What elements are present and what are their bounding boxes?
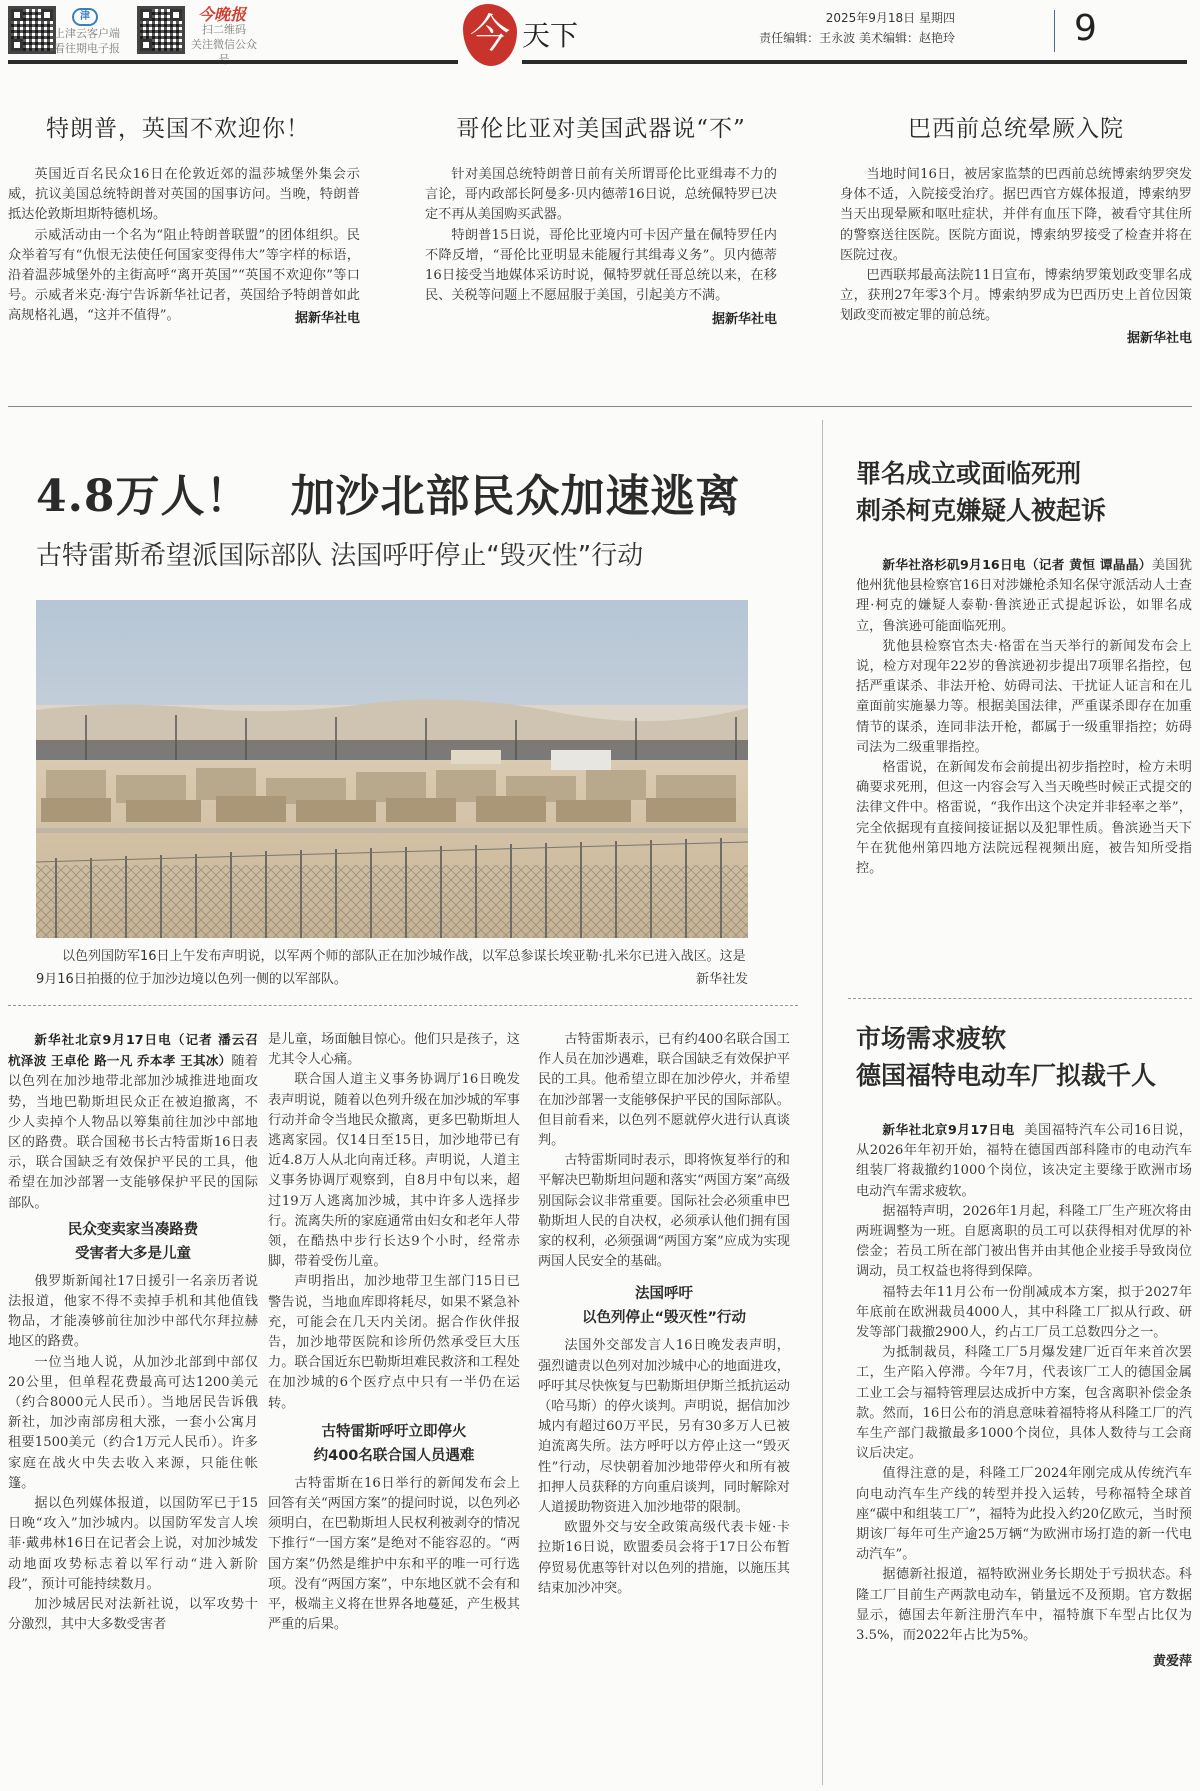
- paragraph: 加沙城居民对法新社说，以军攻势十分激烈，其中大多数受害者: [8, 1597, 258, 1633]
- paragraph: 为抵制裁员，科隆工厂5月爆发建厂近百年来首次罢工，生产陷入停滞。今年7月，代表该厂工人的德国金属工业工会与福特管理层达成折中方案，包含离职补偿金条款。然而，16日公布的消息意味着福特将从科隆工厂的汽车生产部门裁撤最多1000个岗位，具体人数待与工会商议后决定。: [856, 1345, 1192, 1462]
- caption-divider: [8, 1005, 798, 1006]
- paragraph: 一位当地人说，从加沙北部到中部仅20公里，但单程花费最高可达1200美元（约合8000元人民币）。当地居民告诉俄新社，加沙南部房租大涨，一套小公寓月租要1500美元（约合1万元人民币）。许多家庭在战火中失去收入来源，只能住帐篷。: [8, 1354, 258, 1491]
- header-meta: [635, 8, 955, 48]
- paragraph: 当地时间16日，被居家监禁的巴西前总统博索纳罗突发身体不适，入院接受治疗。据巴西官方媒体报道，博索纳罗当天出现晕厥和呕吐症状，并伴有血压下降，被看守其住所的警察送往医院。医院方面说，博索纳罗接受了检查并将在医院过夜。: [840, 167, 1192, 263]
- story-title: [856, 1020, 1192, 1094]
- dateline: 新华社北京9月17日电（记者 潘云召 杭泽波 王卓伦 路一凡 乔本孝 王其冰）: [8, 1032, 258, 1069]
- header-rule-left: [8, 60, 458, 64]
- paragraph: 犹他县检察官杰夫·格雷在当天举行的新闻发布会上说，检方对现年22岁的鲁滨逊初步提出7项罪名指控，包括严重谋杀、非法开枪、妨碍司法、干扰证人证言和在儿童面前实施暴力等。根据美国法律，严重谋杀即存在加重情节的谋杀，连同非法开枪，都属于一级重罪指控；妨碍司法为二级重罪指控。: [856, 638, 1192, 755]
- paragraph: 巴西联邦最高法院11日宣布，博索纳罗策划政变罪名成立，获刑27年零3个月。博索纳罗成为巴西历史上首位因策划政变而被定罪的前总统。: [840, 268, 1192, 324]
- caption-text: 以色列国防军16日上午发布声明说，以军两个师的部队正在加沙城作战，以军总参谋长埃亚勒·扎米尔已进入战区。这是9月16日拍摄的位于加沙边境以色列一侧的以军部队。: [36, 949, 746, 987]
- title-line2: 德国福特电动车厂拟裁千人: [856, 1061, 1157, 1090]
- subhead-line2: 受害者大多是儿童: [75, 1245, 191, 1262]
- editors-credit: 责任编辑：王永波 美术编辑：赵艳玲: [759, 31, 955, 45]
- paragraph: 古特雷斯在16日举行的新闻发布会上回答有关“两国方案”的提问时说，以色列必须明白，在巴勒斯坦人民权利被剥夺的情况下推行“一国方案”是绝对不能容忍的。“两国方案”仍然是维护中东和平的唯一可行选项。没有“两国方案”，中东地区就不会有和平，极端主义将在世界各地蔓延，产生极其严重的后果。: [268, 1475, 520, 1633]
- section-seal-logo: 今: [463, 4, 517, 66]
- paragraph: 值得注意的是，科隆工厂2024年刚完成从传统汽车向电动汽车生产线的转型并投入运转，号称福特全球首座“碳中和组装工厂”，福特为此投入约20亿欧元，当时预期该厂每年可生产逾25万辆“为欧洲市场打造的新一代电动汽车”。: [856, 1466, 1192, 1563]
- news-photo: [36, 600, 748, 938]
- paragraph: 特朗普15日说，哥伦比亚境内可卡因产量在佩特罗任内不降反增，“哥伦比亚明显未能履行其缉毒义务”。贝内德蒂16日接受当地媒体采访时说，佩特罗就任哥总统以来，在移民、关税等问题上不愿屈服于美国，引起美方不满。: [425, 227, 777, 304]
- wechat-label-line2: 关注微信公众: [191, 38, 257, 51]
- header-rule-right: [522, 60, 1187, 64]
- story-body: [840, 165, 1192, 327]
- paragraph: 古特雷斯表示，已有约400名联合国工作人员在加沙遇难，联合国缺乏有效保护平民的工具。他希望立即在加沙停火，并希望在加沙部署一支能够保护平民的国际部队。但目前看来，以色列不愿就停火进行认真谈判。: [538, 1032, 790, 1149]
- app-download-label: [54, 26, 120, 56]
- story-kirk-indictment: [856, 455, 1192, 879]
- main-headline: [36, 460, 741, 524]
- paragraph: 欧盟外交与安全政策高级代表卡娅·卡拉斯16日说，欧盟委员会将于17日公布暂停贸易优惠等针对以色列的措施，以施压其结束加沙冲突。: [538, 1520, 790, 1596]
- title-line2: 刺杀柯克嫌疑人被起诉: [856, 496, 1107, 525]
- paragraph: 据德新社报道，福特欧洲业务长期处于亏损状态。科隆工厂目前生产两款电动车，销量远不及预期。官方数据显示，德国去年新注册汽车中，福特旗下车型占比仅为3.5%，而2022年占比为5%。: [856, 1567, 1192, 1644]
- story-title: 特朗普，英国不欢迎你！: [46, 116, 310, 142]
- paragraph: 格雷说，在新闻发布会前提出初步指控时，检方未明确要求死刑，但这一内容会写入当天晚些时候正式提交的法律文件中。格雷说，“我作出这个决定并非轻率之举”，完全依据现有直接间接证据以及犯罪性质。鲁滨逊当天下午在犹他州第四地方法院远程视频出庭，被告知所受指控。: [856, 760, 1192, 877]
- lead-paragraph: 美国犹他州犹他县检察官16日对涉嫌枪杀知名保守派活动人士查理·柯克的嫌疑人泰勒·鲁滨逊正式提起诉讼，如罪名成立，鲁滨逊可能面临死刑。: [856, 558, 1193, 634]
- paragraph: 示威活动由一个名为“阻止特朗普联盟”的团体组织。民众举着写有“仇恨无法使任何国家变得伟大”等字样的标语，沿着温莎城堡外的主街高呼“离开英国”“英国不欢迎你”等口号。示威者米克·海宁告诉新华社记者，英国给予特朗普如此高规格礼遇，“这并不值得”。: [8, 227, 360, 324]
- story-title: [856, 455, 1192, 529]
- paragraph: 福特去年11月公布一份削减成本方案，拟于2027年年底前在欧洲裁员4000人，其中科隆工厂拟从行政、研发等部门裁撤2900人，约占工厂员工总数四分之一。: [856, 1284, 1192, 1341]
- story-brazil-president: [840, 110, 1192, 346]
- paragraph: 法国外交部发言人16日晚发表声明，强烈谴责以色列对加沙城中心的地面进攻，呼吁其尽快恢复与巴勒斯坦伊斯兰抵抗运动（哈马斯）的停火谈判。声明说，据信加沙城内有超过60万平民，另有30多万人已被迫流离失所。法方呼吁以方停止这一“毁灭性”行动，尽快朝着加沙地带停火和所有被扣押人员获释的方向重启谈判，同时解除对人道援助物资进入加沙地带的限制。: [538, 1338, 790, 1516]
- subhead-line2: 约400名联合国人员遇难: [313, 1447, 475, 1464]
- lead-paragraph: 美国福特汽车公司16日说，从2026年年初开始，福特在德国西部科隆市的电动汽车组装厂将裁撤约1000个岗位，该决定主要缘于欧洲市场电动汽车需求疲软。: [856, 1123, 1193, 1199]
- paragraph: 据以色列媒体报道，以国防军已于15日晚“攻入”加沙城内。以国防军发言人埃菲·戴弗林16日在记者会上说，对加沙城发动地面攻势标志着以军行动“进入新阶段”，预计可能持续数月。: [8, 1496, 258, 1592]
- byline: 黄爱萍: [1152, 1654, 1192, 1670]
- story-body: [856, 555, 1192, 879]
- headline-figure: 4.8万人！: [36, 471, 251, 522]
- subhead-fundraising: [8, 1218, 258, 1266]
- photo-caption: [36, 945, 748, 991]
- app-label-line1: 上津云客户端: [54, 27, 120, 40]
- main-col-2: [268, 1030, 520, 1635]
- paragraph: 是儿童，场面触目惊心。他们只是孩子，这尤其令人心痛。: [268, 1032, 520, 1068]
- issue-date: 2025年9月18日 星期四: [825, 11, 955, 25]
- story-title: 哥伦比亚对美国武器说“不”: [456, 116, 746, 142]
- main-col-3: [538, 1030, 790, 1599]
- app-label-line2: 看往期电子报: [54, 42, 120, 55]
- byline: 据新华社电: [294, 310, 360, 326]
- title-line1: 罪名成立或面临死刑: [856, 459, 1082, 488]
- section-title: 天下: [522, 19, 579, 52]
- paragraph: 声明指出，加沙地带卫生部门15日已警告说，当地血库即将耗尽，如果不紧急补充，可能会在几天内关闭。据合作伙伴报告，加沙地带医院和诊所仍然承受巨大压力。联合国近东巴勒斯坦难民救济和工程处在加沙城的6个医疗点中只有一半仍在运转。: [268, 1274, 520, 1411]
- subhead-line1: 古特雷斯呼吁立即停火: [321, 1423, 467, 1440]
- section-divider: [8, 406, 1192, 407]
- main-subheadline: 古特雷斯希望派国际部队 法国呼吁停止“毁灭性”行动: [36, 541, 644, 571]
- newspaper-brand-logo: 今晚报: [198, 5, 247, 24]
- paragraph: 俄罗斯新闻社17日援引一名亲历者说法报道，他家不得不卖掉手机和其他值钱物品，才能凑够前往加沙中部代尔拜拉赫地区的路费。: [8, 1273, 258, 1350]
- dateline: 新华社北京9月17日电: [882, 1122, 1015, 1137]
- cloud-app-icon: 津: [72, 8, 98, 26]
- subhead-france: [538, 1282, 790, 1330]
- subhead-line1: 民众变卖家当凑路费: [67, 1221, 199, 1238]
- story-title: 巴西前总统晕厥入院: [908, 116, 1124, 142]
- paragraph: 据福特声明，2026年1月起，科隆工厂生产班次将由两班调整为一班。自愿离职的员工可以获得相对优厚的补偿金；若员工所在部门被出售并由其他企业接手导致岗位调动，员工权益也将得到保障。: [856, 1203, 1192, 1280]
- story-colombia-weapons: [425, 110, 777, 327]
- headline-text: 加沙北部民众加速逃离: [290, 471, 741, 522]
- qr-code-wechat[interactable]: [137, 6, 185, 54]
- lead-paragraph: 随着以色列在加沙地带北部加沙城推进地面攻势，当地巴勒斯坦民众正在被迫撤离，不少人卖掉个人物品以筹集前往加沙中部地区的路费。联合国秘书长古特雷斯16日表示，联合国缺乏有效保护平民的工具，他希望在加沙部署一支能够保护平民的国际部队。: [8, 1054, 258, 1211]
- paragraph: 英国近百名民众16日在伦敦近郊的温莎城堡外集会示威，抗议美国总统特朗普对英国的国事访问。当晚，特朗普抵达伦敦斯坦斯特德机场。: [8, 167, 360, 223]
- paragraph: 古特雷斯同时表示，即将恢复举行的和平解决巴勒斯坦问题和落实“两国方案”高级别国际会议非常重要。国际社会必须重申巴勒斯坦人民的自决权，必须承认他们拥有国家的权利，必须强调“两国方案”应成为实现两国人民安全的基础。: [538, 1153, 790, 1270]
- photo-gaza-border-troops: [36, 600, 748, 938]
- main-col-1: [8, 1030, 258, 1635]
- story-body: [856, 1120, 1192, 1646]
- byline: 据新华社电: [711, 312, 777, 328]
- dateline: 新华社洛杉矶9月16日电（记者 黄恒 谭晶晶）: [882, 557, 1152, 572]
- qr-code-app[interactable]: [8, 6, 56, 54]
- paragraph: 联合国人道主义事务协调厅16日晚发表声明说，随着以色列升级在加沙城的军事行动并命令当地民众撤离，更多巴勒斯坦人逃离家园。仅14日至15日，加沙地带已有近4.8万人从北向南迁移。声明说，人道主义事务协调厅观察到，自8月中旬以来，超过19万人逃离加沙城，其中许多人选择步行。流离失所的家庭通常由妇女和老年人带领，在酷热中步行长达9个小时，经常赤脚，带着受伤儿童。: [268, 1072, 520, 1270]
- photo-credit: 新华社发: [695, 972, 748, 987]
- column-divider: [822, 420, 823, 1785]
- subhead-line2: 以色列停止“毁灭性”行动: [581, 1310, 747, 1327]
- story-body: [425, 165, 777, 306]
- byline: 据新华社电: [1126, 330, 1192, 346]
- story-trump-uk: [8, 110, 360, 326]
- story-ford-layoffs: [856, 1020, 1192, 1669]
- title-line1: 市场需求疲软: [856, 1024, 1007, 1053]
- paragraph: 针对美国总统特朗普日前有关所谓哥伦比亚缉毒不力的言论，哥内政部长阿曼多·贝内德蒂16日说，总统佩特罗已决定不再从美国购买武器。: [425, 167, 777, 223]
- subhead-line1: 法国呼吁: [635, 1286, 693, 1303]
- page-number: 9: [1074, 8, 1097, 49]
- header-divider: [1054, 10, 1055, 52]
- subhead-ceasefire: [268, 1420, 520, 1468]
- side-divider: [848, 998, 1192, 999]
- wechat-label-line1: 扫二维码: [202, 23, 246, 36]
- story-body: [8, 165, 360, 327]
